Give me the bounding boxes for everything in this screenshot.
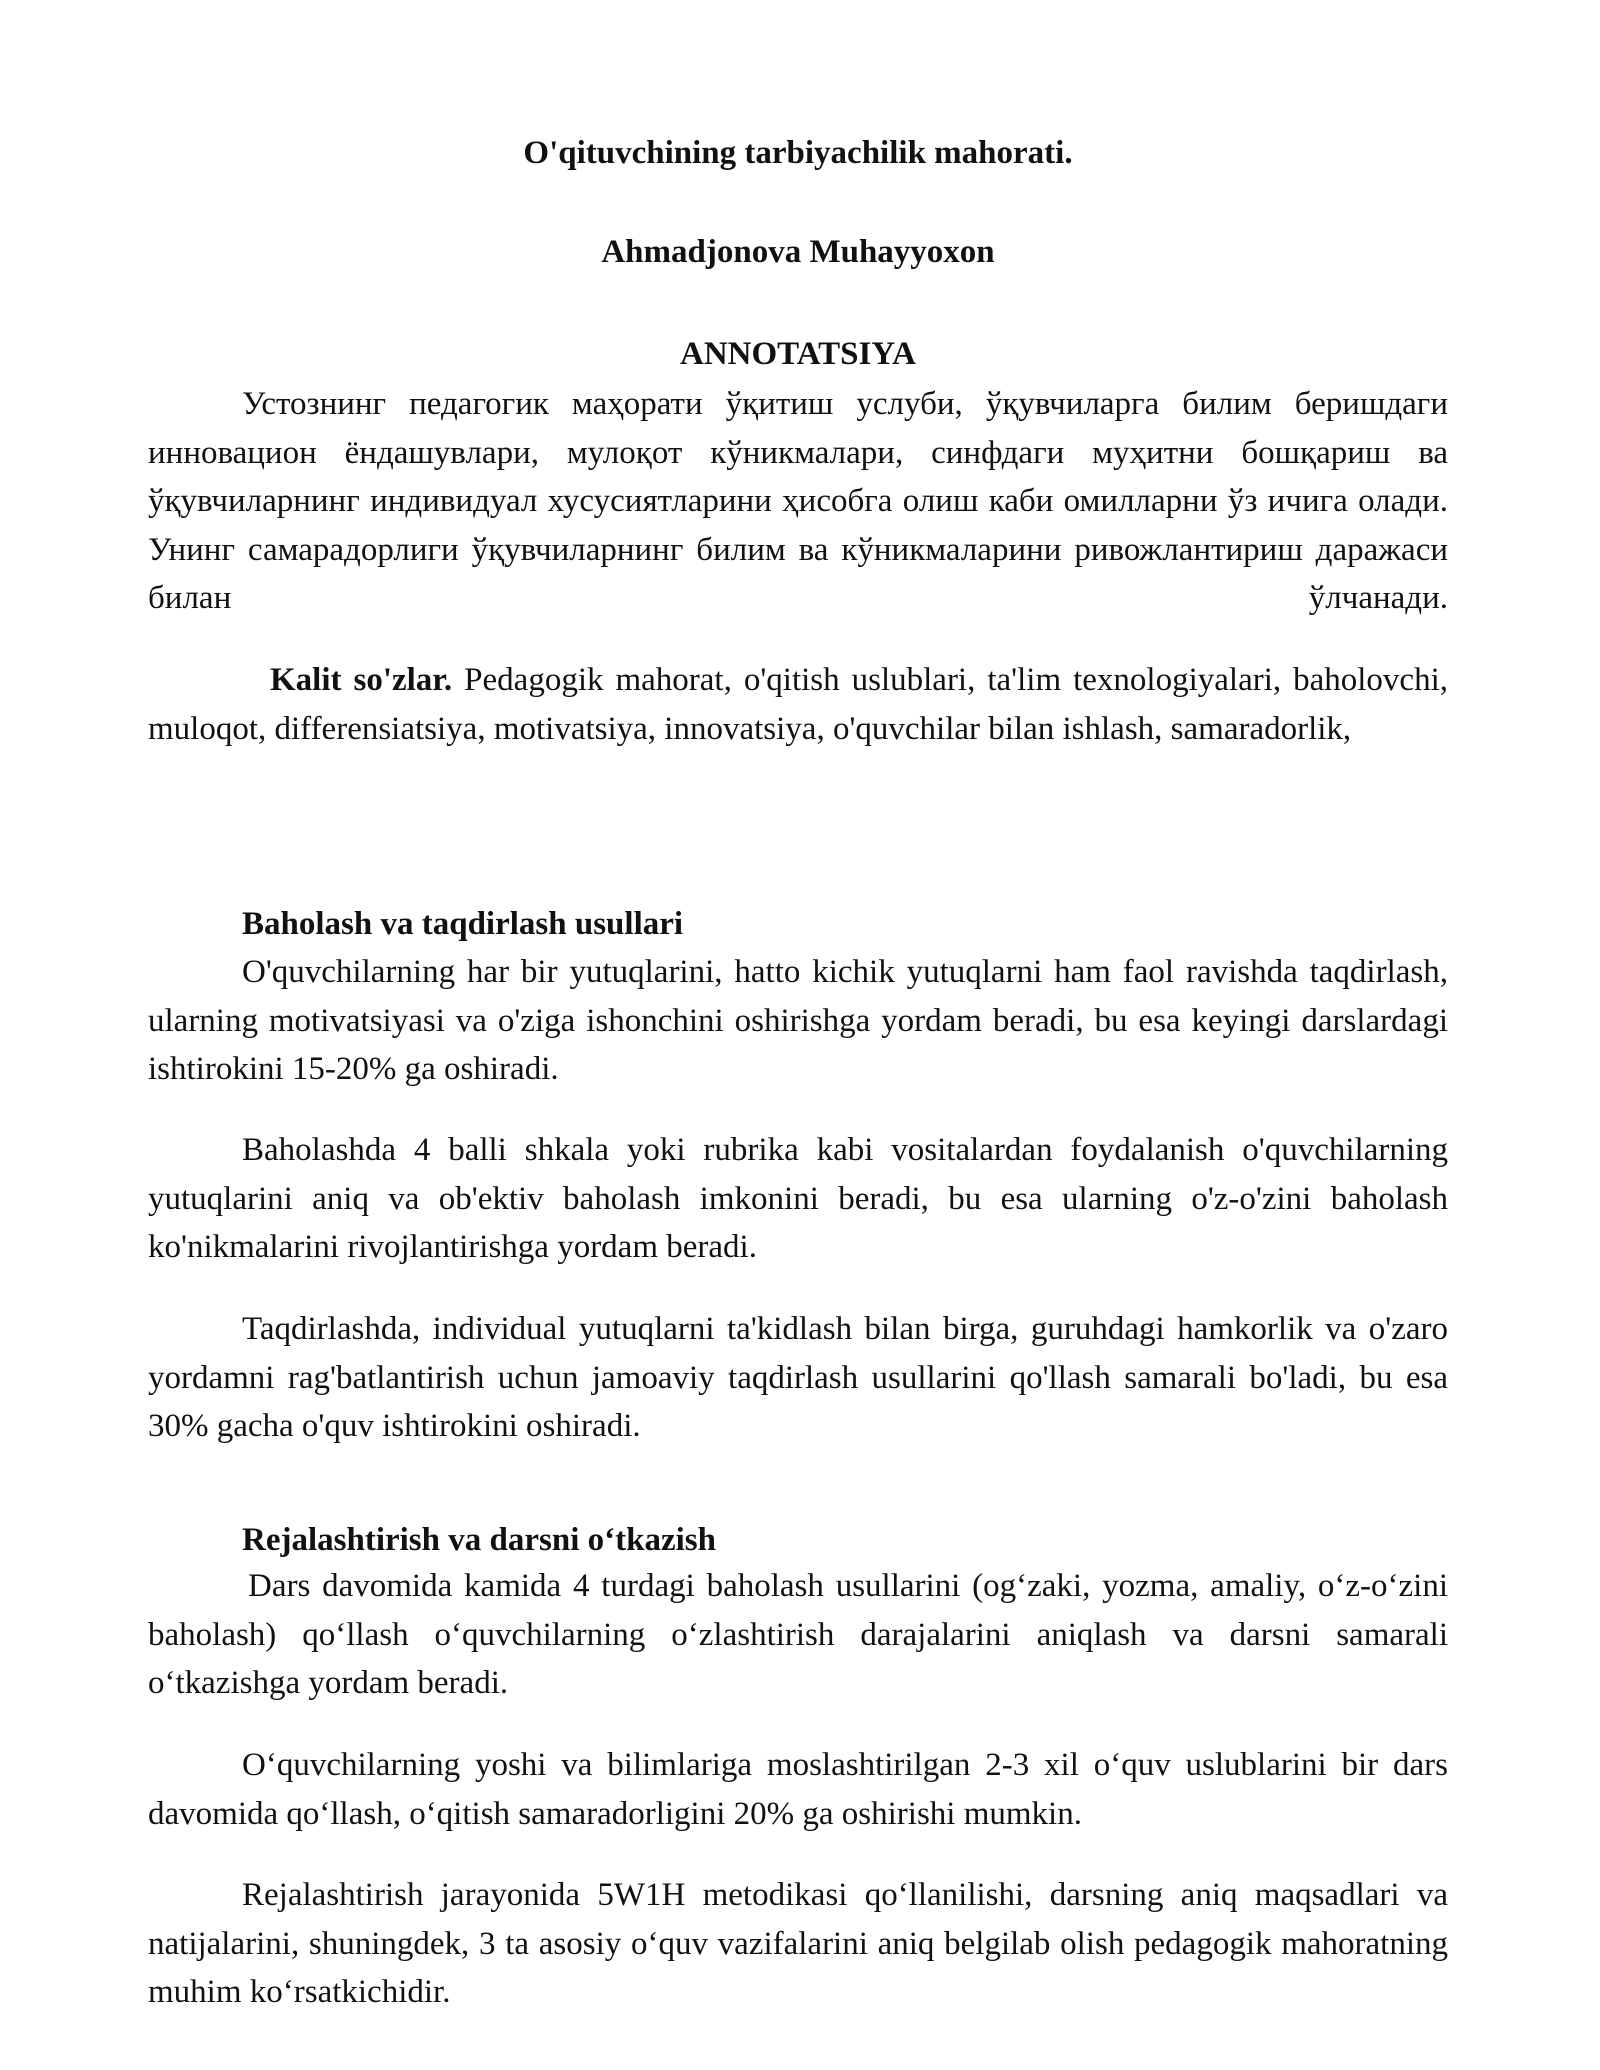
section-paragraph: Taqdirlashda, individual yutuqlarni ta'kidlash bilan birga, guruhdagi hamkorlik va o'zaro yordamni rag'batlantirish uchun jamoaviy taqdirlash usullarini qo'llash samarali bo'ladi, bu esa 30% gacha o'quv ishtirokini oshiradi. (148, 1311, 1448, 1444)
keywords-paragraph (148, 656, 1448, 753)
keywords-text: Pedagogik mahorat, o'qitish uslublari, ta'lim texnologiyalari, baholovchi, muloqot, differensiatsiya, motivatsiya, innovatsiya, o'quvchilar bilan ishlash, samaradorlik, (148, 662, 1448, 747)
section-heading-assessment: Baholash va taqdirlash usullari (242, 906, 684, 942)
paper-title: O'qituvchining tarbiyachilik mahorati. (523, 135, 1073, 171)
annotation-heading: ANNOTATSIYA (680, 336, 916, 372)
section-paragraph: O'quvchilarning har bir yutuqlarini, hatto kichik yutuqlarni ham faol ravishda taqdirlash, ularning motivatsiyasi va o'ziga ishonchini oshirishga yordam beradi, bu esa keyingi darslardagi ishtirokini 15-20% ga oshiradi. (148, 954, 1448, 1087)
section-paragraph: Rejalashtirish jarayonida 5W1H metodikasi qo‘llanilishi, darsning aniq maqsadlari va natijalarini, shuningdek, 3 ta asosiy o‘quv vazifalarini aniq belgilab olish pedagogik mahoratning muhim ko‘rsatkichidir. (148, 1877, 1448, 2010)
section-heading-planning: Rejalashtirish va darsni o‘tkazish (242, 1522, 716, 1558)
section-paragraph: O‘quvchilarning yoshi va bilimlariga moslashtirilgan 2-3 xil o‘quv uslublarini bir dars davomida qo‘llash, o‘qitish samaradorligini 20% ga oshirishi mumkin. (148, 1747, 1448, 1832)
keywords-label: Kalit so'zlar. (270, 662, 453, 698)
section-paragraph: Baholashda 4 balli shkala yoki rubrika kabi vositalardan foydalanish o'quvchilarning yutuqlarini aniq va ob'ektiv baholash imkonini beradi, bu esa ularning o'z-o'zini baholash ko'nikmalarini rivojlantirishga yordam beradi. (148, 1132, 1448, 1265)
author-name: Ahmadjonova Muhayyoxon (601, 234, 995, 270)
section-paragraph: Dars davomida kamida 4 turdagi baholash usullarini (og‘zaki, yozma, amaliy, o‘z-o‘zini baholash) qo‘llash o‘quvchilarning o‘zlashtirish darajalarini aniqlash va darsni samarali o‘tkazishga yordam beradi. (148, 1568, 1448, 1701)
annotation-text: Устознинг педагогик маҳорати ўқитиш услуби, ўқувчиларга билим беришдаги инновацион ёндашувлари, мулоқот кўникмалари, синфдаги муҳитни бошқариш ва ўқувчиларнинг индивидуал хусусиятларини ҳисобга олиш каби омилларни ўз ичига олади. Унинг самарадорлиги ўқувчиларнинг билим ва кўникмаларини ривожлантириш даражаси билан ўлчанади. (148, 386, 1448, 616)
